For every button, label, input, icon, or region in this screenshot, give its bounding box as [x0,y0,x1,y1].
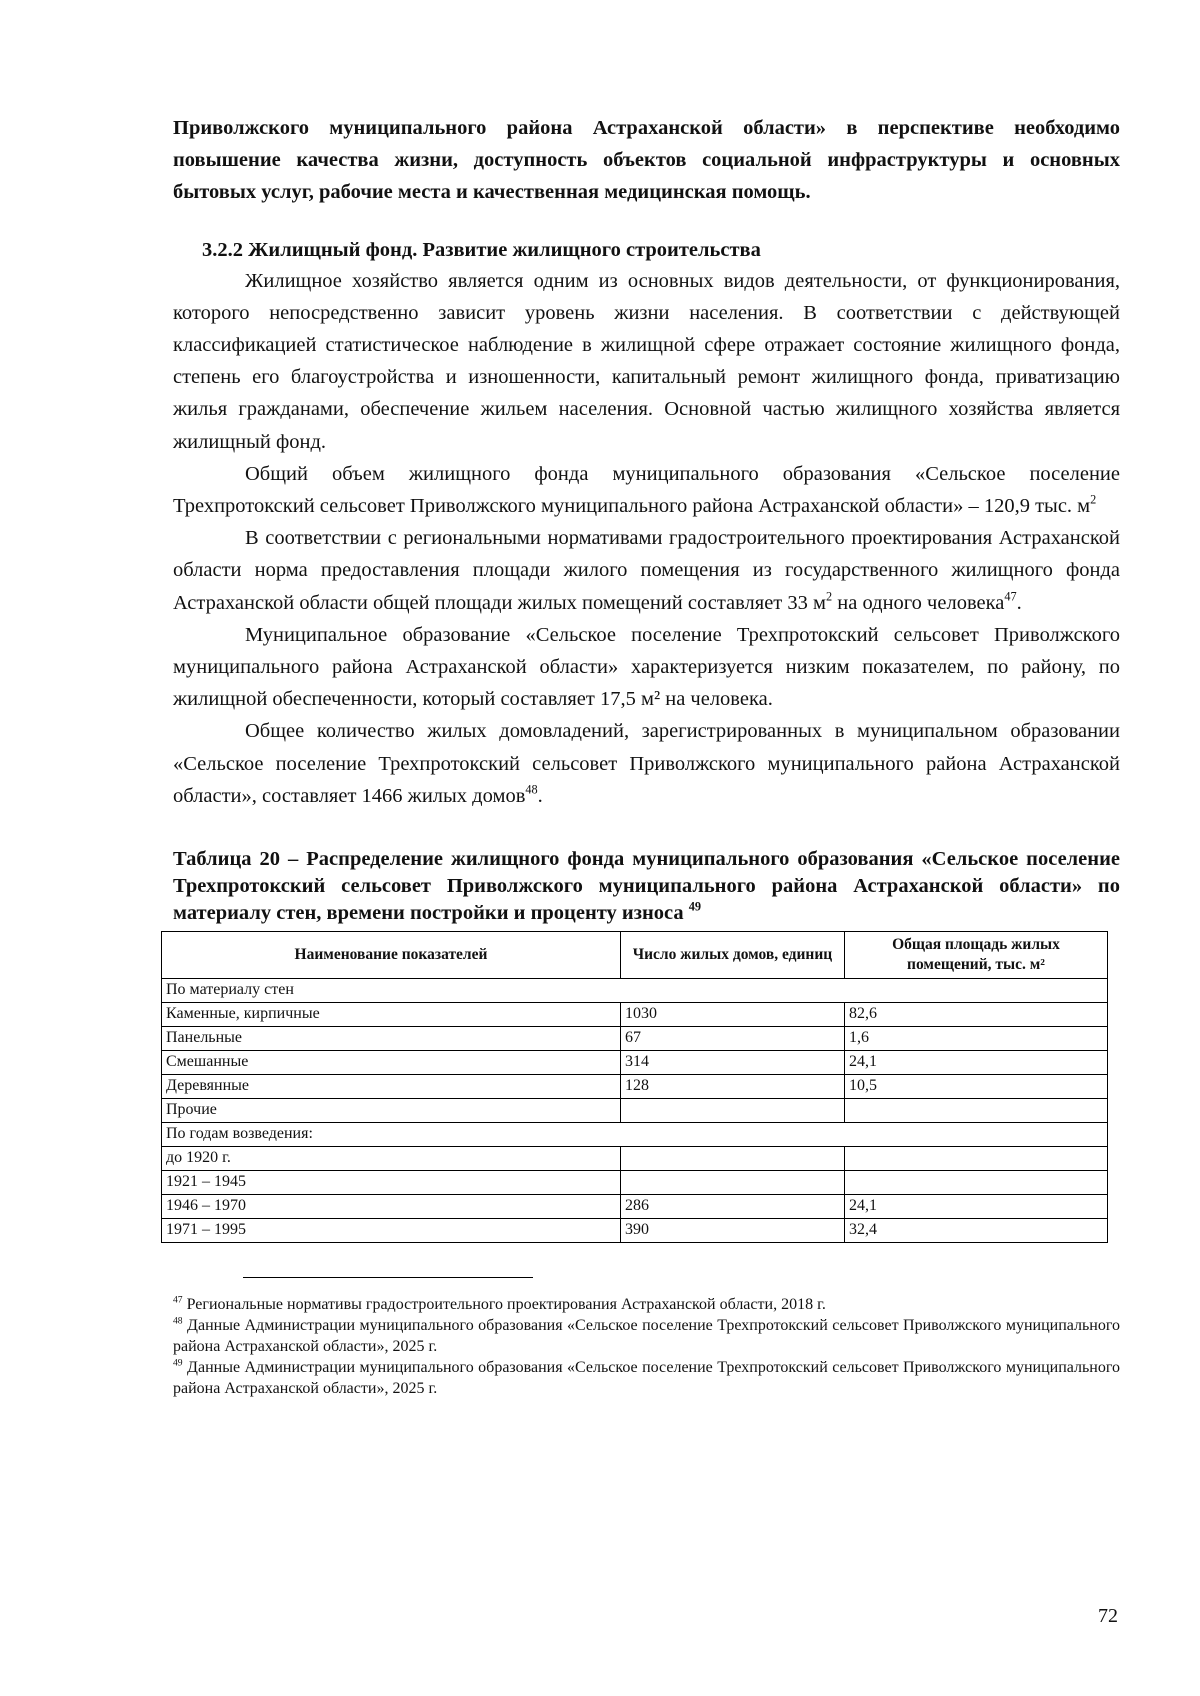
table-group-label: По материалу стен [162,979,1108,1003]
body-paragraph [173,715,1120,812]
table-cell-area [845,1099,1108,1123]
table-cell-label: 1946 – 1970 [162,1195,621,1219]
table-row [162,979,1108,1003]
footnote-number: 47 [173,1294,183,1306]
table-cell-houses: 67 [621,1027,845,1051]
table-cell-houses: 1030 [621,1003,845,1027]
footnote-ref: 48 [525,782,538,797]
header-area: Общая площадь жилых помещений, тыс. м² [845,932,1108,979]
table-cell-houses: 286 [621,1195,845,1219]
table-cell-area: 82,6 [845,1003,1108,1027]
table-cell-houses: 128 [621,1075,845,1099]
table-cell-label: 1971 – 1995 [162,1219,621,1243]
lead-paragraph: Приволжского муниципального района Астраханской области» в перспективе необходимо повышение качества жизни, доступность объектов социальной инфраструктуры и основных бытовых услуг, рабочие места и качественная медицинская помощь. [173,117,1120,204]
paragraph-text-tail: . [537,784,543,807]
body-paragraph [173,458,1120,522]
footnote [173,1294,1120,1315]
table-cell-houses: 390 [621,1219,845,1243]
footnote-text: Данные Администрации муниципального образования «Сельское поселение Трехпротокский сельсовет Приволжского муниципального района Астраханской области», 2025 г. [173,1317,1120,1356]
table-row [162,1051,1108,1075]
housing-table [161,931,1108,1243]
table-cell-area: 32,4 [845,1219,1108,1243]
table-cell-houses [621,1099,845,1123]
table-header-row [162,932,1108,979]
superscript: 2 [826,589,833,604]
paragraph-text: Общий объем жилищного фонда муниципального образования «Сельское поселение Трехпротокский сельсовет Приволжского муниципального района Астраханской области» – 120,9 тыс. м [173,462,1120,518]
table-cell-label: 1921 – 1945 [162,1171,621,1195]
footnote-text: Региональные нормативы градостроительного проектирования Астраханской области, 2018 г. [182,1296,826,1314]
table-cell-area: 1,6 [845,1027,1108,1051]
table-row [162,1195,1108,1219]
table-cell-label: Деревянные [162,1075,621,1099]
table-cell-label: Смешанные [162,1051,621,1075]
table-row [162,1171,1108,1195]
table-row [162,1003,1108,1027]
superscript: 2 [1090,492,1097,507]
paragraph-text: Муниципальное образование «Сельское поселение Трехпротокский сельсовет Приволжского муниципального района Астраханской области» характеризуется низким показателем, по району, по жилищной обеспеченности, который составляет 17,5 м² на человека. [173,623,1120,711]
table-row [162,1147,1108,1171]
footnote [173,1315,1120,1357]
table-cell-houses: 314 [621,1051,845,1075]
table-caption [173,846,1120,927]
footnote-separator [243,1277,533,1278]
section-heading: 3.2.2 Жилищный фонд. Развитие жилищного строительства [202,238,761,261]
table-cell-area [845,1171,1108,1195]
table-caption-text: Таблица 20 – Распределение жилищного фонда муниципального образования «Сельское поселение Трехпротокский сельсовет Приволжского муниципального района Астраханской области» по материалу стен, времени постройки и проценту износа [173,848,1120,925]
paragraph-text: Жилищное хозяйство является одним из основных видов деятельности, от функционирования, которого непосредственно зависит уровень жизни населения. В соответствии с действующей классификацией статистическое наблюдение в жилищной сфере отражает состояние жилищного фонда, степень его благоустройства и изношенности, капитальный ремонт жилищного фонда, приватизацию жилья гражданами, обеспечение жильем населения. Основной частью жилищного хозяйства является жилищный фонд. [173,269,1120,453]
footnote-text: Данные Администрации муниципального образования «Сельское поселение Трехпротокский сельсовет Приволжского муниципального района Астраханской области», 2025 г. [173,1359,1120,1398]
header-indicator: Наименование показателей [162,932,621,979]
paragraph-text-tail: . [1016,591,1022,614]
document-page [166,112,1120,1399]
footnote-ref: 47 [1004,589,1017,604]
table-cell-label: Панельные [162,1027,621,1051]
table-cell-area: 10,5 [845,1075,1108,1099]
body-paragraph [173,619,1120,716]
table-cell-area: 24,1 [845,1195,1108,1219]
table-group-label: По годам возведения: [162,1123,1108,1147]
table-cell-label: до 1920 г. [162,1147,621,1171]
table-cell-houses [621,1147,845,1171]
paragraph-text: Общее количество жилых домовладений, зарегистрированных в муниципальном образовании «Сельское поселение Трехпротокский сельсовет Приволжского муниципального района Астраханской области», составляет 1466 жилых домов [173,720,1120,807]
table-row [162,1027,1108,1051]
table-row [162,1075,1108,1099]
body-paragraph [173,522,1120,619]
table-cell-label: Прочие [162,1099,621,1123]
table-row [162,1123,1108,1147]
table-cell-area: 24,1 [845,1051,1108,1075]
footnote-number: 48 [173,1315,183,1327]
body-paragraph [173,265,1120,458]
footnote-ref: 49 [688,899,702,914]
table-cell-area [845,1147,1108,1171]
table-row [162,1099,1108,1123]
paragraph-text-tail: на одного человека [832,591,1005,614]
table-cell-houses [621,1171,845,1195]
paragraph-text: В соответствии с региональными нормативами градостроительного проектирования Астраханской области норма предоставления площади жилого помещения из государственного жилищного фонда Астраханской области общей площади жилых помещений составляет 33 м [173,527,1120,614]
table-cell-label: Каменные, кирпичные [162,1003,621,1027]
footnote [173,1357,1120,1399]
header-houses: Число жилых домов, единиц [621,932,845,979]
footnote-number: 49 [173,1357,183,1369]
table-row [162,1219,1108,1243]
page-number: 72 [1098,1605,1118,1627]
footnotes [173,1294,1120,1399]
table-body [162,979,1108,1243]
